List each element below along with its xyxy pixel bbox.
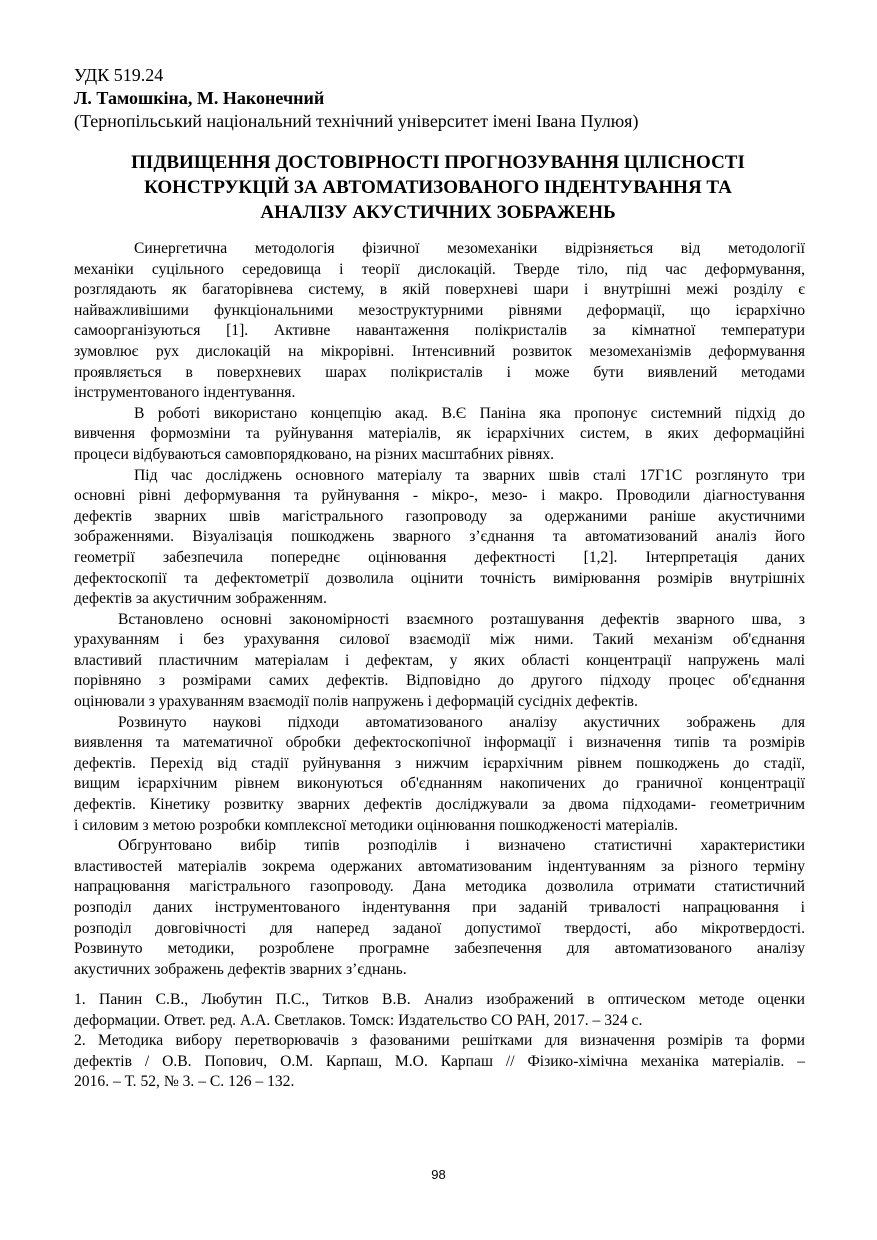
reference-line: 2. Методика вибору перетворювачів з фазованими решітками для визначення розмірів та форми [74,1032,805,1050]
paragraph-line: розподіл даних інструментованого індентування при заданій тривалості напрацювання і [74,899,805,916]
body-paragraph [74,404,805,466]
paragraph-line: розглядають як багаторівнева систему, в якій поверхневі шари і внутрішні межі розділу є [74,281,805,299]
paragraph-line: Обгрунтовано вибір типів розподілів і визначено статистичні характеристики [118,837,805,855]
article-header [74,64,814,133]
paragraph-line: властивостей матеріалів зокрема одержаних автоматизованим індентуванням за різного терміну [74,857,805,875]
page-number: 98 [431,1167,446,1182]
paragraph-line: Синергетична методологія фізичної мезомеханіки відрізняється від методології [134,240,805,257]
paragraph-line: вивчення формозміни та руйнування матеріалів, як ієрархічних систем, в яких деформаційні [74,425,805,443]
paragraph-line: виявлення та математичної обробки дефектоскопічної інформації і визначення типів та розмірів [74,734,805,752]
paragraph-line: інструментованого індентування. [74,384,296,402]
title-line: КОНСТРУКЦІЙ ЗА АВТОМАТИЗОВАНОГО ІНДЕНТУВАННЯ ТА [144,177,732,198]
title-line: АНАЛІЗУ АКУСТИЧНИХ ЗОБРАЖЕНЬ [260,202,616,223]
paragraph-line: дефектів. Перехід від стадії руйнування з нижчим ієрархічним рівнем пошкоджень до стадії, [74,754,805,772]
reference-item [74,990,805,1031]
reference-item [74,1031,805,1093]
paragraph-line: дефектоскопії та дефектометрії дозволила оцінити точність вимірювання розмірів внутрішніх [74,569,805,587]
reference-line: 1. Панин С.В., Любутин П.С., Титков В.В. Анализ изображений в оптическом методе оценки [74,991,805,1008]
paragraph-line: порівняно з розмірами самих дефектів. Відповідно до другого підходу процес об'єднання [74,672,805,690]
paragraph-line: самоорганізуються [1]. Активне навантаження полікристалів за кімнатної температури [74,322,805,340]
paragraph-line: дефектів зварних швів магістрального газопроводу за одержаними раніше акустичними [74,507,805,525]
body-paragraph [74,713,805,837]
paragraph-line: найважливішими функціональними мезоструктурними рівнями деформації, що ієрархічно [74,301,805,319]
paragraph-line: і силовим з метою розробки комплексної методики оцінювання пошкодженості матеріалів. [74,816,679,834]
paragraph-line: вищим ієрархічним рівнем виконуються об'єднанням накопичених до граничної концентрації [74,775,805,793]
paragraph-line: механіки суцільного середовища і теорії дислокацій. Тверде тіло, під час деформування, [74,260,805,278]
paragraph-line: процеси відбуваються самовпорядковано, на різних масштабних рівнях. [74,445,555,463]
article-title [74,150,802,225]
article-body [74,239,805,980]
references [74,990,805,1093]
paragraph-line: акустичних зображень дефектів зварних з’єднань. [74,960,407,978]
body-paragraph [74,836,805,980]
paragraph-line: зумовлює рух дислокацій на мікрорівні. Інтенсивний розвиток мезомеханізмів деформування [74,342,805,360]
paragraph-line: Під час досліджень основного матеріалу та зварних швів сталі 17Г1С розглянуто три [134,466,805,484]
reference-line: дефектів / О.В. Попович, О.М. Карпаш, М.О. Карпаш // Фізико-хімічна механіка матеріалів. – [74,1052,805,1070]
paragraph-line: властивий пластичним матеріалам і дефектам, у яких області концентрації напружень малі [74,651,805,669]
reference-line: деформации. Ответ. ред. А.А. Светлаков. Томск: Издательство СО РАН, 2017. – 324 с. [74,1011,643,1029]
paragraph-line: дефектів. Кінетику розвитку зварних дефектів досліджували за двома підходами- геометричним [74,796,805,814]
udc-code: УДК 519.24 [74,65,164,85]
paragraph-line: урахуванням і без урахування силової взаємодії між ними. Такий механізм об'єднання [74,631,805,649]
paragraph-line: розподіл довговічності для наперед заданої допустимої твердості, або мікротвердості. [74,919,805,937]
paragraph-line: основні рівні деформування та руйнування - мікро-, мезо- і макро. Проводили діагностування [74,487,805,505]
paragraph-line: В роботі використано концепцію акад. В.Є Паніна яка пропонує системний підхід до [134,404,805,422]
paragraph-line: дефектів за акустичним зображенням. [74,590,327,608]
paragraph-line: Розвинуто наукові підходи автоматизованого аналізу акустичних зображень для [118,713,805,731]
paragraph-line: зображеннями. Візуалізація пошкоджень зварного з’єднання та автоматизований аналіз його [74,528,805,546]
paragraph-line: Встановлено основні закономірності взаємного розташування дефектів зварного шва, з [118,610,805,628]
reference-line: 2016. – Т. 52, № 3. – С. 126 – 132. [74,1073,295,1091]
title-line: ПІДВИЩЕННЯ ДОСТОВІРНОСТІ ПРОГНОЗУВАННЯ ЦІЛІСНОСТІ [131,152,745,173]
body-paragraph [74,610,805,713]
body-paragraph [74,466,805,610]
paragraph-line: проявляється в поверхневих шарах полікристалів і може бути виявлений методами [74,363,805,381]
paragraph-line: напрацювання магістрального газопроводу. Дана методика дозволила отримати статистичний [74,878,805,896]
authors: Л. Тамошкіна, М. Наконечний [74,88,325,108]
affiliation: (Тернопільський національний технічний університет імені Івана Пулюя) [74,111,639,131]
paragraph-line: Розвинуто методики, розроблене програмне забезпечення для автоматизованого аналізу [74,940,805,958]
paragraph-line: геометрії забезпечила попереднє оцінювання дефектності [1,2]. Інтерпретація даних [74,548,805,566]
paragraph-line: оцінювали з урахуванням взаємодії полів напружень і деформацій сусідніх дефектів. [74,693,638,711]
body-paragraph [74,239,805,404]
